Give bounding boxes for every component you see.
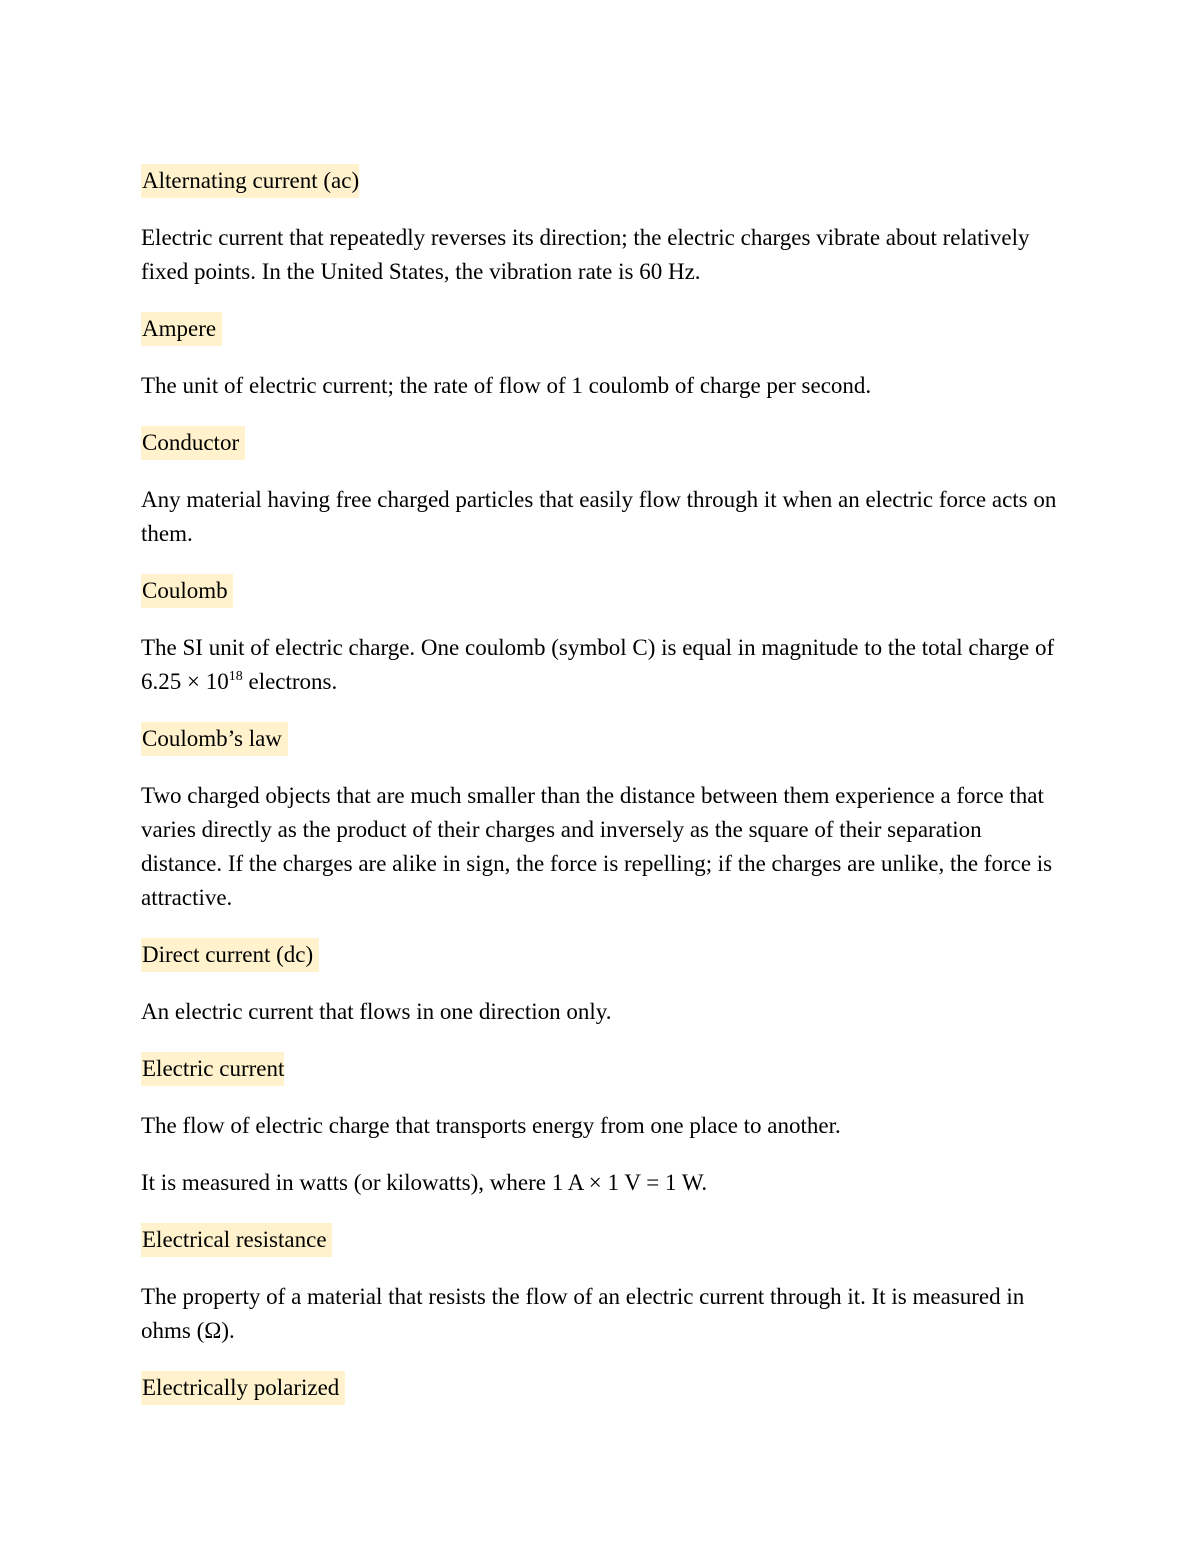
term-heading: Electrical resistance [141, 1223, 332, 1257]
definition [141, 631, 1061, 699]
term-heading: Coulomb [141, 574, 233, 608]
definition: The flow of electric charge that transports energy from one place to another. [141, 1113, 841, 1138]
term-heading: Electric current [141, 1052, 284, 1086]
term-row [141, 164, 1061, 198]
definition: The property of a material that resists the flow of an electric current through it. It is measured in ohms (Ω). [141, 1284, 1025, 1343]
term-heading: Ampere [141, 312, 222, 346]
definition: Two charged objects that are much smaller than the distance between them experience a force that varies directly as the product of their charges and inversely as the square of their separation distance. If the charges are alike in sign, the force is repelling; if the charges are unlike, the force is attractive. [141, 783, 1053, 910]
definition: An electric current that flows in one direction only. [141, 999, 612, 1024]
term-row [141, 312, 1061, 346]
term-row [141, 938, 1061, 972]
definition-text: The SI unit of electric charge. One coulomb (symbol C) is equal in magnitude to the total charge of 6.25 × 10 [141, 635, 1055, 694]
term-heading: Direct current (dc) [141, 938, 319, 972]
definition-text: electrons. [242, 669, 338, 694]
term-heading: Alternating current (ac) [141, 164, 359, 198]
term-row [141, 1052, 1061, 1086]
definition: Electric current that repeatedly reverses its direction; the electric charges vibrate about relatively fixed points. In the United States, the vibration rate is 60 Hz. [141, 225, 1030, 284]
term-heading: Conductor [141, 426, 245, 460]
definition: It is measured in watts (or kilowatts), where 1 A × 1 V = 1 W. [141, 1170, 708, 1195]
glossary-document [141, 164, 1061, 1428]
term-row [141, 426, 1061, 460]
term-heading: Coulomb’s law [141, 722, 288, 756]
term-row [141, 1371, 1061, 1405]
definition: Any material having free charged particles that easily flow through it when an electric force acts on them. [141, 487, 1057, 546]
term-heading: Electrically polarized [141, 1371, 345, 1405]
term-row [141, 722, 1061, 756]
term-row [141, 1223, 1061, 1257]
exponent: 18 [228, 669, 243, 684]
definition: The unit of electric current; the rate of flow of 1 coulomb of charge per second. [141, 373, 872, 398]
term-row [141, 574, 1061, 608]
